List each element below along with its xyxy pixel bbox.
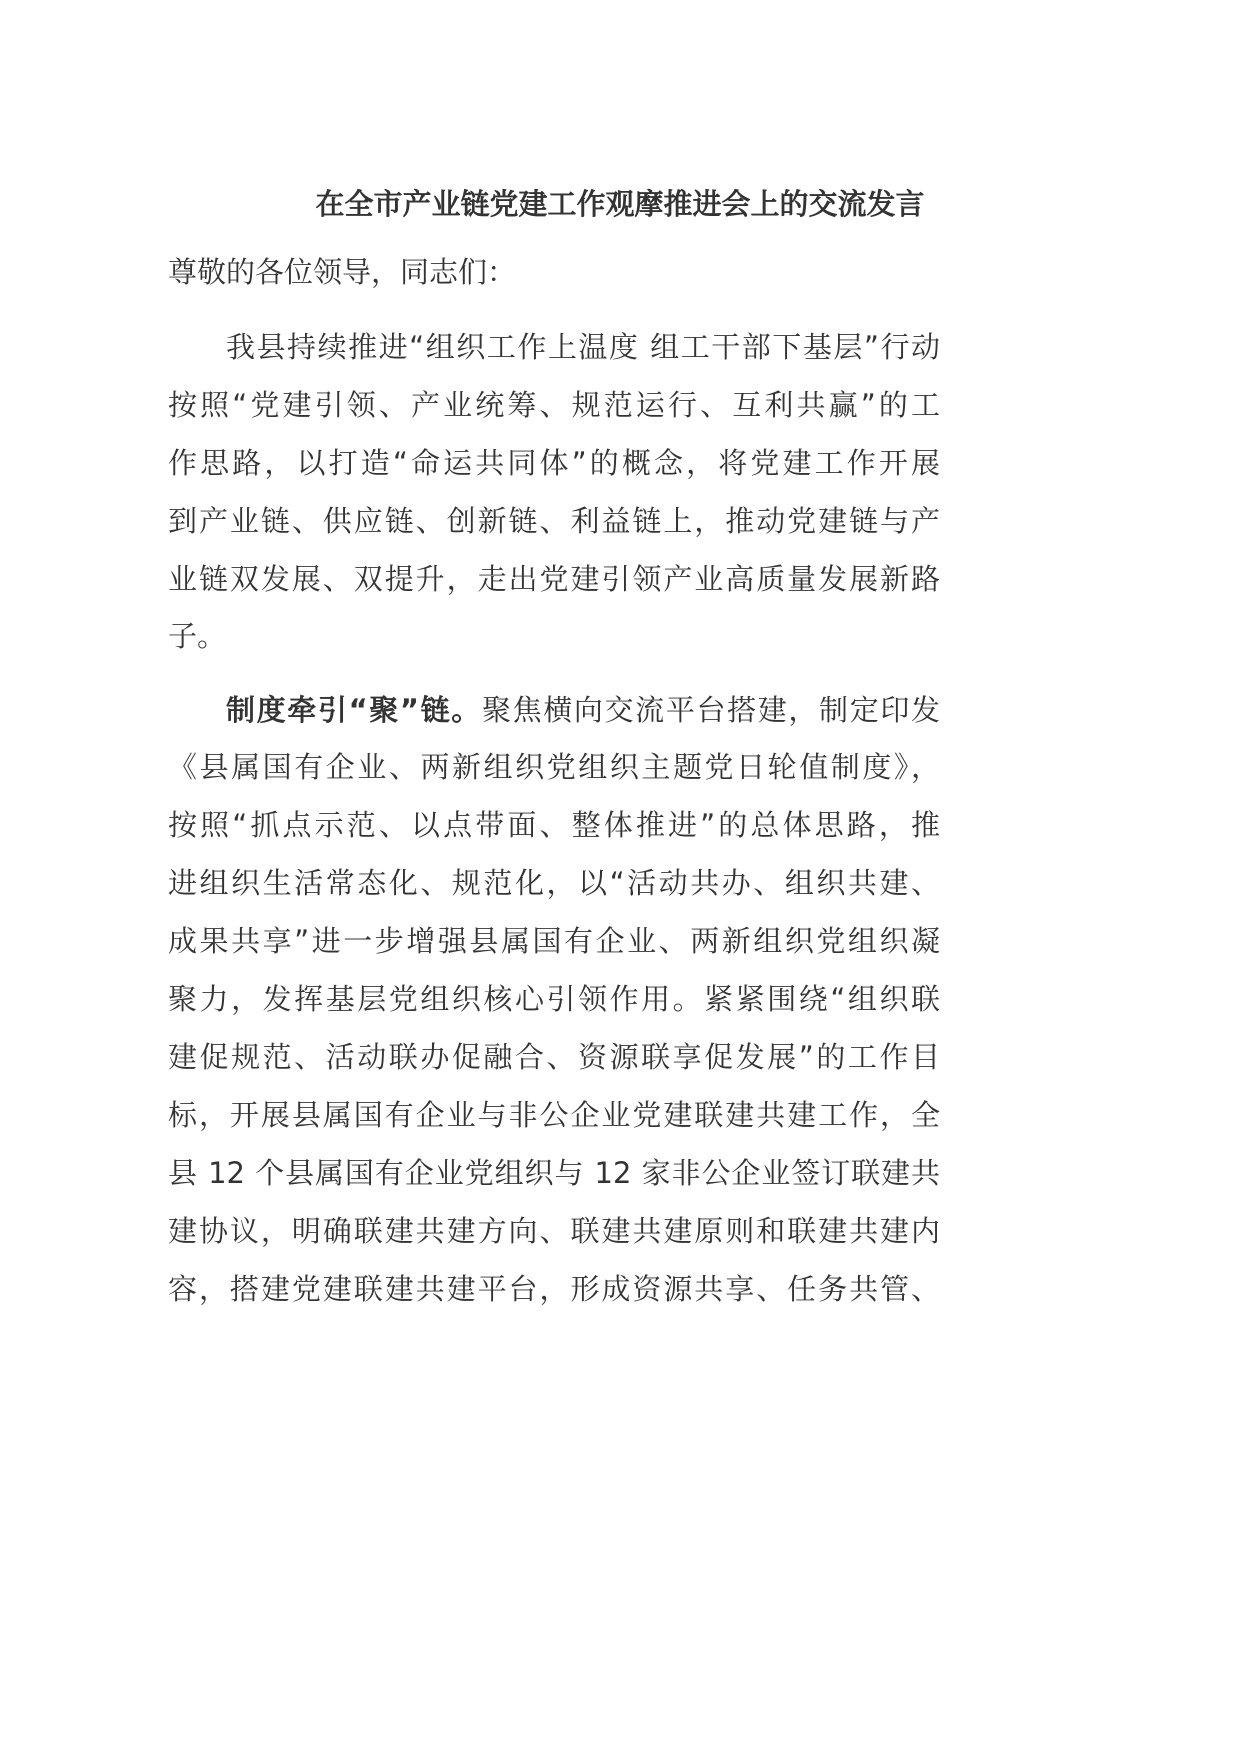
paragraph-line: 业链双发展、双提升，走出党建引领产业高质量发展新路 <box>168 562 940 596</box>
paragraph-line <box>168 690 940 730</box>
paragraph-line: 作思路，以打造“命运共同体”的概念，将党建工作开展 <box>168 446 940 480</box>
paragraph-line: 成果共享”进一步增强县属国有企业、两新组织党组织凝 <box>168 924 940 958</box>
document-title: 在全市产业链党建工作观摩推进会上的交流发言 <box>315 187 925 221</box>
paragraph-line: 标，开展县属国有企业与非公企业党建联建共建工作，全 <box>168 1098 940 1132</box>
paragraph-line: 容，搭建党建联建共建平台，形成资源共享、任务共管、 <box>168 1272 940 1306</box>
paragraph-line: 聚力，发挥基层党组织核心引领作用。紧紧围绕“组织联 <box>168 982 940 1016</box>
greeting: 尊敬的各位领导，同志们： <box>168 255 517 289</box>
paragraph-line: 建促规范、活动联办促融合、资源联享促发展”的工作目 <box>168 1040 940 1074</box>
paragraph-line: 《县属国有企业、两新组织党组织主题党日轮值制度》， <box>168 750 940 784</box>
paragraph-line: 按照“党建引领、产业统筹、规范运行、互利共赢”的工 <box>168 388 940 422</box>
paragraph-line: 建协议，明确联建共建方向、联建共建原则和联建共建内 <box>168 1214 940 1248</box>
paragraph-line: 我县持续推进“组织工作上温度 组工干部下基层”行动 <box>226 330 940 364</box>
paragraph-line: 子。 <box>168 619 227 653</box>
paragraph-line: 进组织生活常态化、规范化，以“活动共办、组织共建、 <box>168 866 940 900</box>
section-heading: 制度牵引“聚”链。 <box>226 693 482 727</box>
paragraph-line: 到产业链、供应链、创新链、利益链上，推动党建链与产 <box>168 504 940 538</box>
paragraph-line: 按照“抓点示范、以点带面、整体推进”的总体思路，推 <box>168 808 940 842</box>
paragraph-line: 县 12 个县属国有企业党组织与 12 家非公企业签订联建共 <box>168 1156 940 1190</box>
paragraph-text: 聚焦横向交流平台搭建，制定印发 <box>481 693 940 727</box>
